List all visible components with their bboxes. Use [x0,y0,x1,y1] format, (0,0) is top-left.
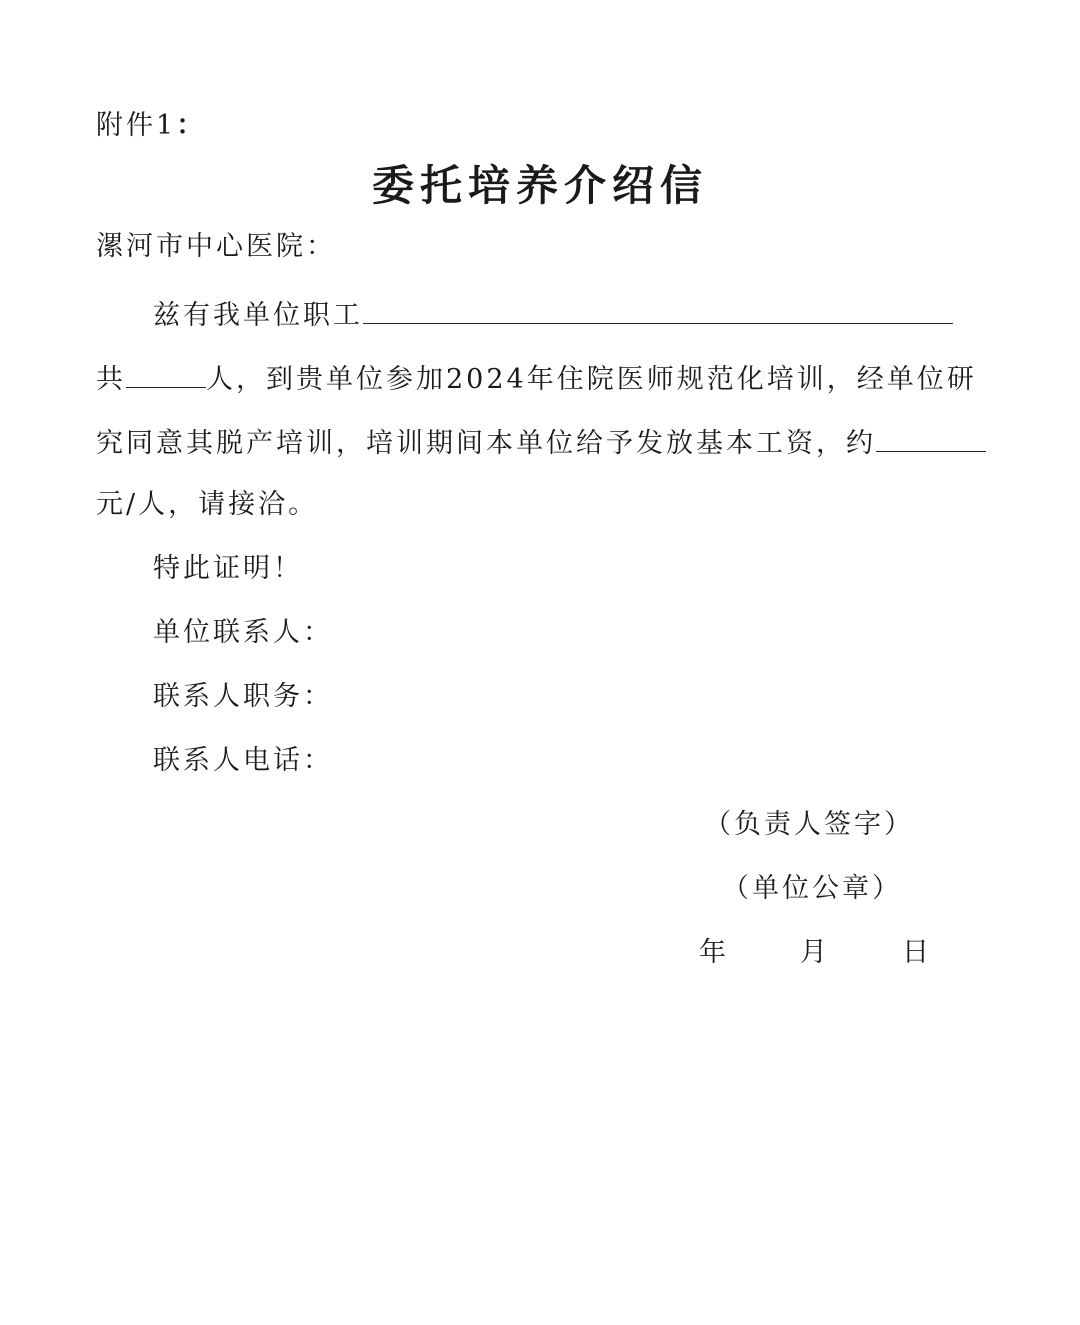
recipient-line: 漯河市中心医院： [96,231,336,262]
paragraph-line-2-text: 人，到贵单位参加2024年住院医师规范化培训，经单位研 [206,364,977,395]
paragraph-line-2 [96,357,977,400]
contact-phone-label: 联系人电话： [153,745,333,776]
paragraph-line-3 [96,421,986,464]
paragraph-total-prefix: 共 [96,364,126,395]
contact-person-label: 单位联系人： [153,617,333,648]
people-count-blank[interactable] [126,357,206,388]
date-year: 年 [699,937,729,968]
attachment-label: 附件 [96,110,156,141]
date-month: 月 [800,937,830,968]
paragraph-start-text: 兹有我单位职工 [153,300,363,331]
attachment-heading [96,106,206,146]
paragraph-line-1 [153,293,953,336]
attachment-number: 1 [156,110,177,141]
paragraph-line-3-text: 究同意其脱产培训，培训期间本单位给予发放基本工资，约 [96,428,876,459]
attachment-colon: ： [176,110,207,141]
seal-label: （单位公章） [722,873,902,904]
employee-names-blank[interactable] [363,293,953,324]
signature-label: （负责人签字） [704,809,914,840]
letter-title: 委托培养介绍信 [371,161,708,210]
certify-text: 特此证明！ [153,553,303,584]
paragraph-line-4: 元/人，请接洽。 [96,489,319,520]
contact-position-label: 联系人职务： [153,681,333,712]
date-day: 日 [902,937,932,968]
salary-amount-blank[interactable] [876,421,986,452]
